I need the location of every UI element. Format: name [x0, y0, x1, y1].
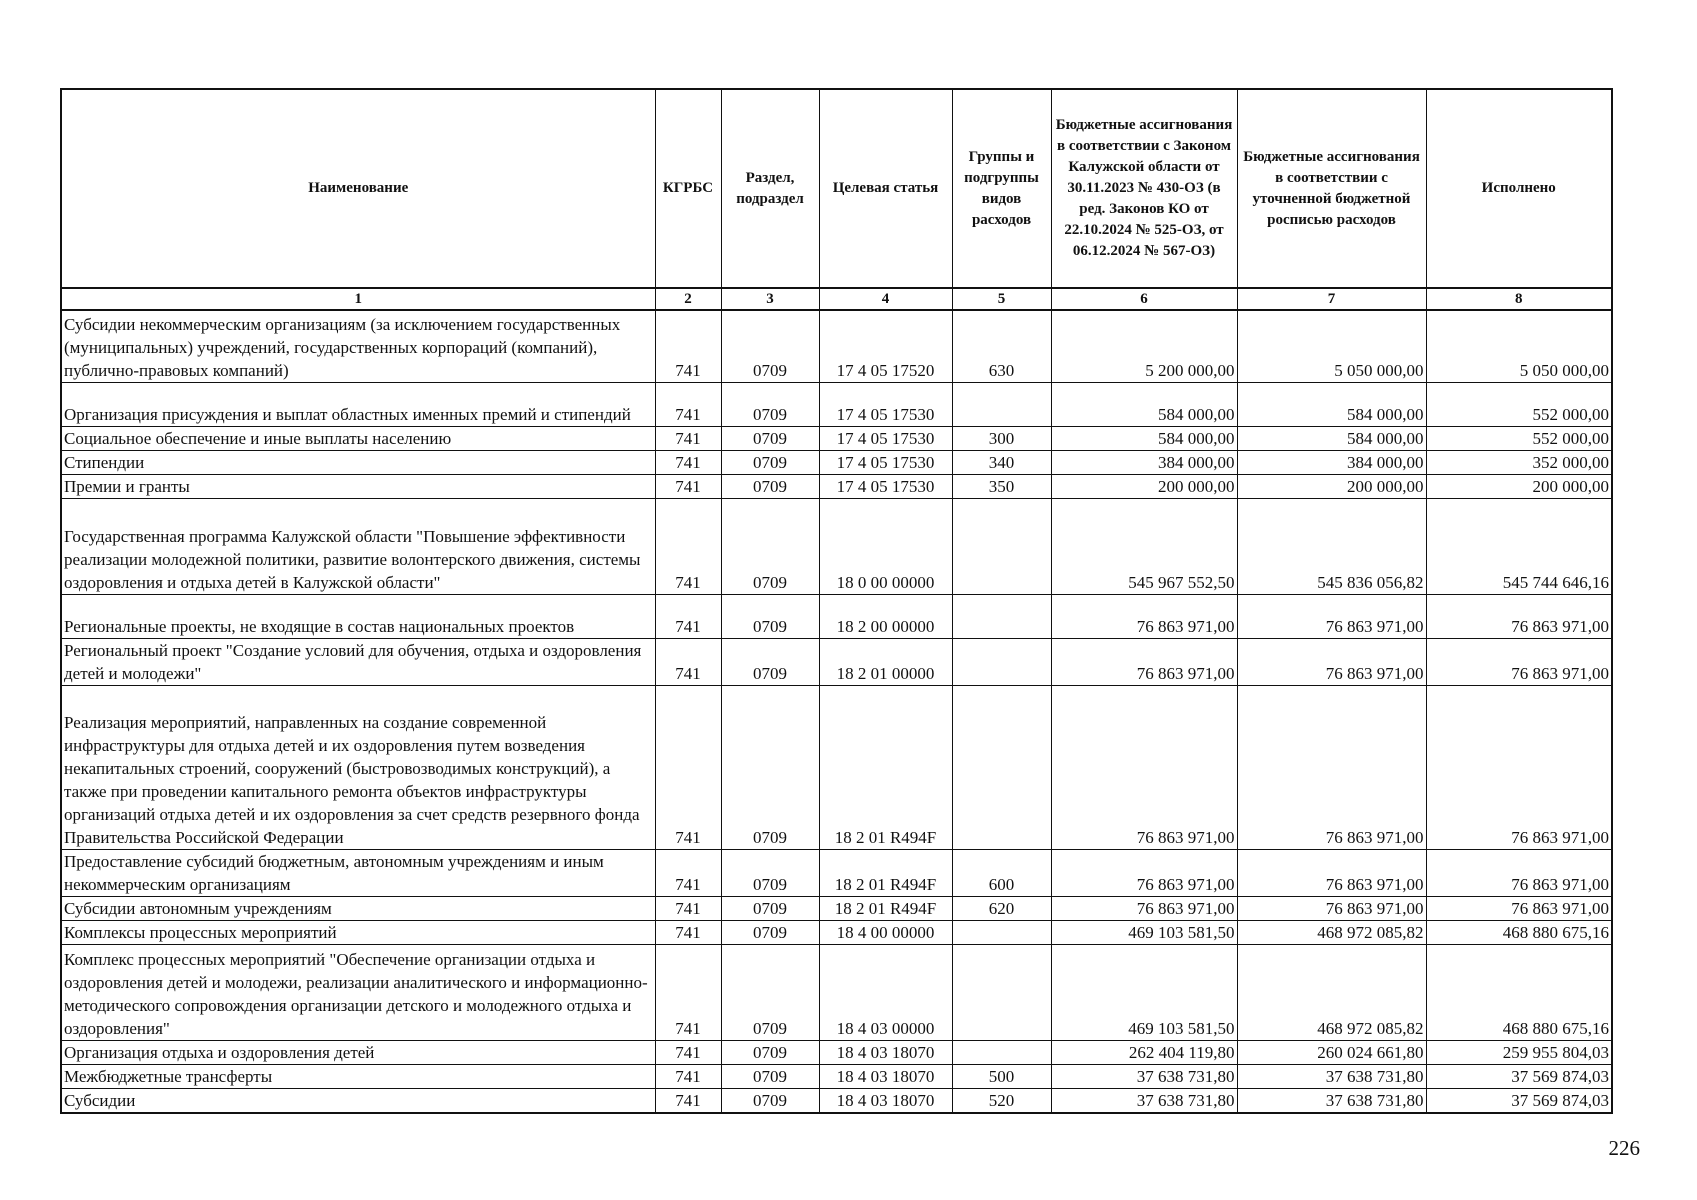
- row-refined-amount: 260 024 661,80: [1237, 1040, 1426, 1064]
- row-group: [952, 382, 1051, 426]
- header-name: Наименование: [61, 89, 655, 288]
- row-group: 630: [952, 310, 1051, 382]
- table-row: [61, 944, 1612, 1040]
- row-refined-amount: 584 000,00: [1237, 382, 1426, 426]
- row-section: 0709: [721, 310, 819, 382]
- row-group: 300: [952, 426, 1051, 450]
- row-name: Межбюджетные трансферты: [61, 1064, 655, 1088]
- column-number: 8: [1426, 288, 1612, 310]
- row-section: 0709: [721, 944, 819, 1040]
- row-kgrbs: 741: [655, 944, 721, 1040]
- row-executed-amount: 37 569 874,03: [1426, 1064, 1612, 1088]
- row-section: 0709: [721, 450, 819, 474]
- row-executed-amount: 545 744 646,16: [1426, 498, 1612, 594]
- row-kgrbs: 741: [655, 1064, 721, 1088]
- row-name: Стипендии: [61, 450, 655, 474]
- header-refined-assignments: Бюджетные ассигнования в соответствии с уточненной бюджетной росписью расходов: [1237, 89, 1426, 288]
- row-group: [952, 685, 1051, 849]
- row-group: 600: [952, 849, 1051, 896]
- row-section: 0709: [721, 474, 819, 498]
- row-section: 0709: [721, 896, 819, 920]
- row-target: 18 4 03 00000: [819, 944, 952, 1040]
- row-law-amount: 200 000,00: [1051, 474, 1237, 498]
- table-row: [61, 1064, 1612, 1088]
- row-section: 0709: [721, 382, 819, 426]
- table-row: [61, 450, 1612, 474]
- table-row: [61, 382, 1612, 426]
- row-group: [952, 944, 1051, 1040]
- row-section: 0709: [721, 920, 819, 944]
- row-executed-amount: 76 863 971,00: [1426, 638, 1612, 685]
- column-number: 7: [1237, 288, 1426, 310]
- table-row: [61, 896, 1612, 920]
- row-group: 350: [952, 474, 1051, 498]
- row-refined-amount: 37 638 731,80: [1237, 1088, 1426, 1113]
- row-name: Организация отдыха и оздоровления детей: [61, 1040, 655, 1064]
- row-refined-amount: 76 863 971,00: [1237, 594, 1426, 638]
- row-refined-amount: 76 863 971,00: [1237, 849, 1426, 896]
- row-section: 0709: [721, 594, 819, 638]
- row-name: Комплексы процессных мероприятий: [61, 920, 655, 944]
- row-target: 17 4 05 17530: [819, 382, 952, 426]
- table-row: [61, 474, 1612, 498]
- row-refined-amount: 5 050 000,00: [1237, 310, 1426, 382]
- row-refined-amount: 384 000,00: [1237, 450, 1426, 474]
- row-name: Региональные проекты, не входящие в состав национальных проектов: [61, 594, 655, 638]
- row-group: [952, 1040, 1051, 1064]
- table-row: [61, 638, 1612, 685]
- row-group: [952, 594, 1051, 638]
- header-law-assignments: Бюджетные ассигнования в соответствии с Законом Калужской области от 30.11.2023 № 430-ОЗ (в ред. Законов КО от 22.10.2024 № 525-ОЗ, от 06.12.2024 № 567-ОЗ): [1051, 89, 1237, 288]
- column-number: 6: [1051, 288, 1237, 310]
- row-kgrbs: 741: [655, 450, 721, 474]
- row-refined-amount: 76 863 971,00: [1237, 638, 1426, 685]
- row-group: 500: [952, 1064, 1051, 1088]
- row-target: 18 2 01 R494F: [819, 685, 952, 849]
- row-law-amount: 76 863 971,00: [1051, 638, 1237, 685]
- row-law-amount: 545 967 552,50: [1051, 498, 1237, 594]
- row-name: Комплекс процессных мероприятий "Обеспечение организации отдыха и оздоровления детей и молодежи, реализации аналитического и информационно-методического сопровождения организации детского и молодежного отдыха и оздоровления": [61, 944, 655, 1040]
- row-group: [952, 638, 1051, 685]
- row-name: Социальное обеспечение и иные выплаты населению: [61, 426, 655, 450]
- table-row: [61, 1088, 1612, 1113]
- row-executed-amount: 352 000,00: [1426, 450, 1612, 474]
- row-law-amount: 76 863 971,00: [1051, 896, 1237, 920]
- column-number: 3: [721, 288, 819, 310]
- row-law-amount: 384 000,00: [1051, 450, 1237, 474]
- row-target: 18 2 01 R494F: [819, 849, 952, 896]
- row-target: 18 2 00 00000: [819, 594, 952, 638]
- row-section: 0709: [721, 849, 819, 896]
- row-kgrbs: 741: [655, 382, 721, 426]
- row-executed-amount: 200 000,00: [1426, 474, 1612, 498]
- row-name: Организация присуждения и выплат областных именных премий и стипендий: [61, 382, 655, 426]
- row-executed-amount: 76 863 971,00: [1426, 594, 1612, 638]
- row-law-amount: 262 404 119,80: [1051, 1040, 1237, 1064]
- row-name: Премии и гранты: [61, 474, 655, 498]
- budget-table: [60, 88, 1613, 1114]
- row-kgrbs: 741: [655, 920, 721, 944]
- row-executed-amount: 5 050 000,00: [1426, 310, 1612, 382]
- header-executed: Исполнено: [1426, 89, 1612, 288]
- row-target: 17 4 05 17530: [819, 474, 952, 498]
- row-kgrbs: 741: [655, 896, 721, 920]
- row-executed-amount: 76 863 971,00: [1426, 685, 1612, 849]
- row-law-amount: 469 103 581,50: [1051, 944, 1237, 1040]
- row-target: 18 4 03 18070: [819, 1040, 952, 1064]
- page-number: 226: [1608, 1136, 1640, 1160]
- row-target: 18 2 01 00000: [819, 638, 952, 685]
- row-section: 0709: [721, 638, 819, 685]
- row-law-amount: 469 103 581,50: [1051, 920, 1237, 944]
- row-kgrbs: 741: [655, 1040, 721, 1064]
- row-target: 18 2 01 R494F: [819, 896, 952, 920]
- row-kgrbs: 741: [655, 474, 721, 498]
- row-kgrbs: 741: [655, 498, 721, 594]
- row-section: 0709: [721, 1088, 819, 1113]
- row-executed-amount: 76 863 971,00: [1426, 896, 1612, 920]
- row-target: 18 4 03 18070: [819, 1088, 952, 1113]
- row-refined-amount: 468 972 085,82: [1237, 944, 1426, 1040]
- row-law-amount: 5 200 000,00: [1051, 310, 1237, 382]
- row-law-amount: 37 638 731,80: [1051, 1088, 1237, 1113]
- row-refined-amount: 37 638 731,80: [1237, 1064, 1426, 1088]
- row-group: 340: [952, 450, 1051, 474]
- table-row: [61, 685, 1612, 849]
- row-section: 0709: [721, 426, 819, 450]
- row-refined-amount: 468 972 085,82: [1237, 920, 1426, 944]
- row-law-amount: 76 863 971,00: [1051, 685, 1237, 849]
- header-group: Группы и подгруппы видов расходов: [952, 89, 1051, 288]
- row-executed-amount: 76 863 971,00: [1426, 849, 1612, 896]
- row-refined-amount: 584 000,00: [1237, 426, 1426, 450]
- row-executed-amount: 468 880 675,16: [1426, 920, 1612, 944]
- header-target: Целевая статья: [819, 89, 952, 288]
- row-group: [952, 498, 1051, 594]
- row-name: Реализация мероприятий, направленных на создание современной инфраструктуры для отдыха детей и их оздоровления путем возведения некапитальных строений, сооружений (быстровозводимых конструкций), а также при проведении капитального ремонта объектов инфраструктуры организаций отдыха детей и их оздоровления за счет средств резервного фонда Правительства Российской Федерации: [61, 685, 655, 849]
- row-target: 17 4 05 17520: [819, 310, 952, 382]
- row-target: 17 4 05 17530: [819, 450, 952, 474]
- table-row: [61, 594, 1612, 638]
- row-law-amount: 584 000,00: [1051, 382, 1237, 426]
- column-number: 5: [952, 288, 1051, 310]
- row-kgrbs: 741: [655, 310, 721, 382]
- row-section: 0709: [721, 498, 819, 594]
- row-name: Субсидии некоммерческим организациям (за исключением государственных (муниципальных) учреждений, государственных корпораций (компаний), публично-правовых компаний): [61, 310, 655, 382]
- row-kgrbs: 741: [655, 638, 721, 685]
- row-kgrbs: 741: [655, 594, 721, 638]
- row-target: 17 4 05 17530: [819, 426, 952, 450]
- column-number: 2: [655, 288, 721, 310]
- table-row: [61, 426, 1612, 450]
- column-number-row: [61, 288, 1612, 310]
- row-executed-amount: 552 000,00: [1426, 382, 1612, 426]
- row-name: Субсидии автономным учреждениям: [61, 896, 655, 920]
- row-law-amount: 76 863 971,00: [1051, 849, 1237, 896]
- table-header: [61, 89, 1612, 288]
- row-group: 520: [952, 1088, 1051, 1113]
- row-name: Государственная программа Калужской области "Повышение эффективности реализации молодежной политики, развитие волонтерского движения, системы оздоровления и отдыха детей в Калужской области": [61, 498, 655, 594]
- row-refined-amount: 545 836 056,82: [1237, 498, 1426, 594]
- table-row: [61, 310, 1612, 382]
- row-kgrbs: 741: [655, 849, 721, 896]
- row-name: Региональный проект "Создание условий для обучения, отдыха и оздоровления детей и молодежи": [61, 638, 655, 685]
- table-row: [61, 1040, 1612, 1064]
- row-target: 18 4 00 00000: [819, 920, 952, 944]
- row-executed-amount: 37 569 874,03: [1426, 1088, 1612, 1113]
- row-executed-amount: 259 955 804,03: [1426, 1040, 1612, 1064]
- table-row: [61, 498, 1612, 594]
- row-name: Предоставление субсидий бюджетным, автономным учреждениям и иным некоммерческим организациям: [61, 849, 655, 896]
- table-row: [61, 849, 1612, 896]
- row-target: 18 4 03 18070: [819, 1064, 952, 1088]
- table-body: [61, 288, 1612, 1113]
- row-law-amount: 37 638 731,80: [1051, 1064, 1237, 1088]
- row-name: Субсидии: [61, 1088, 655, 1113]
- row-refined-amount: 76 863 971,00: [1237, 685, 1426, 849]
- row-refined-amount: 200 000,00: [1237, 474, 1426, 498]
- column-number: 4: [819, 288, 952, 310]
- column-number: 1: [61, 288, 655, 310]
- row-section: 0709: [721, 1040, 819, 1064]
- row-group: [952, 920, 1051, 944]
- row-law-amount: 584 000,00: [1051, 426, 1237, 450]
- header-section: Раздел, подраздел: [721, 89, 819, 288]
- row-refined-amount: 76 863 971,00: [1237, 896, 1426, 920]
- row-kgrbs: 741: [655, 426, 721, 450]
- row-law-amount: 76 863 971,00: [1051, 594, 1237, 638]
- header-kgrbs: КГРБС: [655, 89, 721, 288]
- row-section: 0709: [721, 1064, 819, 1088]
- row-kgrbs: 741: [655, 685, 721, 849]
- row-executed-amount: 552 000,00: [1426, 426, 1612, 450]
- row-group: 620: [952, 896, 1051, 920]
- row-section: 0709: [721, 685, 819, 849]
- row-kgrbs: 741: [655, 1088, 721, 1113]
- table-row: [61, 920, 1612, 944]
- row-executed-amount: 468 880 675,16: [1426, 944, 1612, 1040]
- row-target: 18 0 00 00000: [819, 498, 952, 594]
